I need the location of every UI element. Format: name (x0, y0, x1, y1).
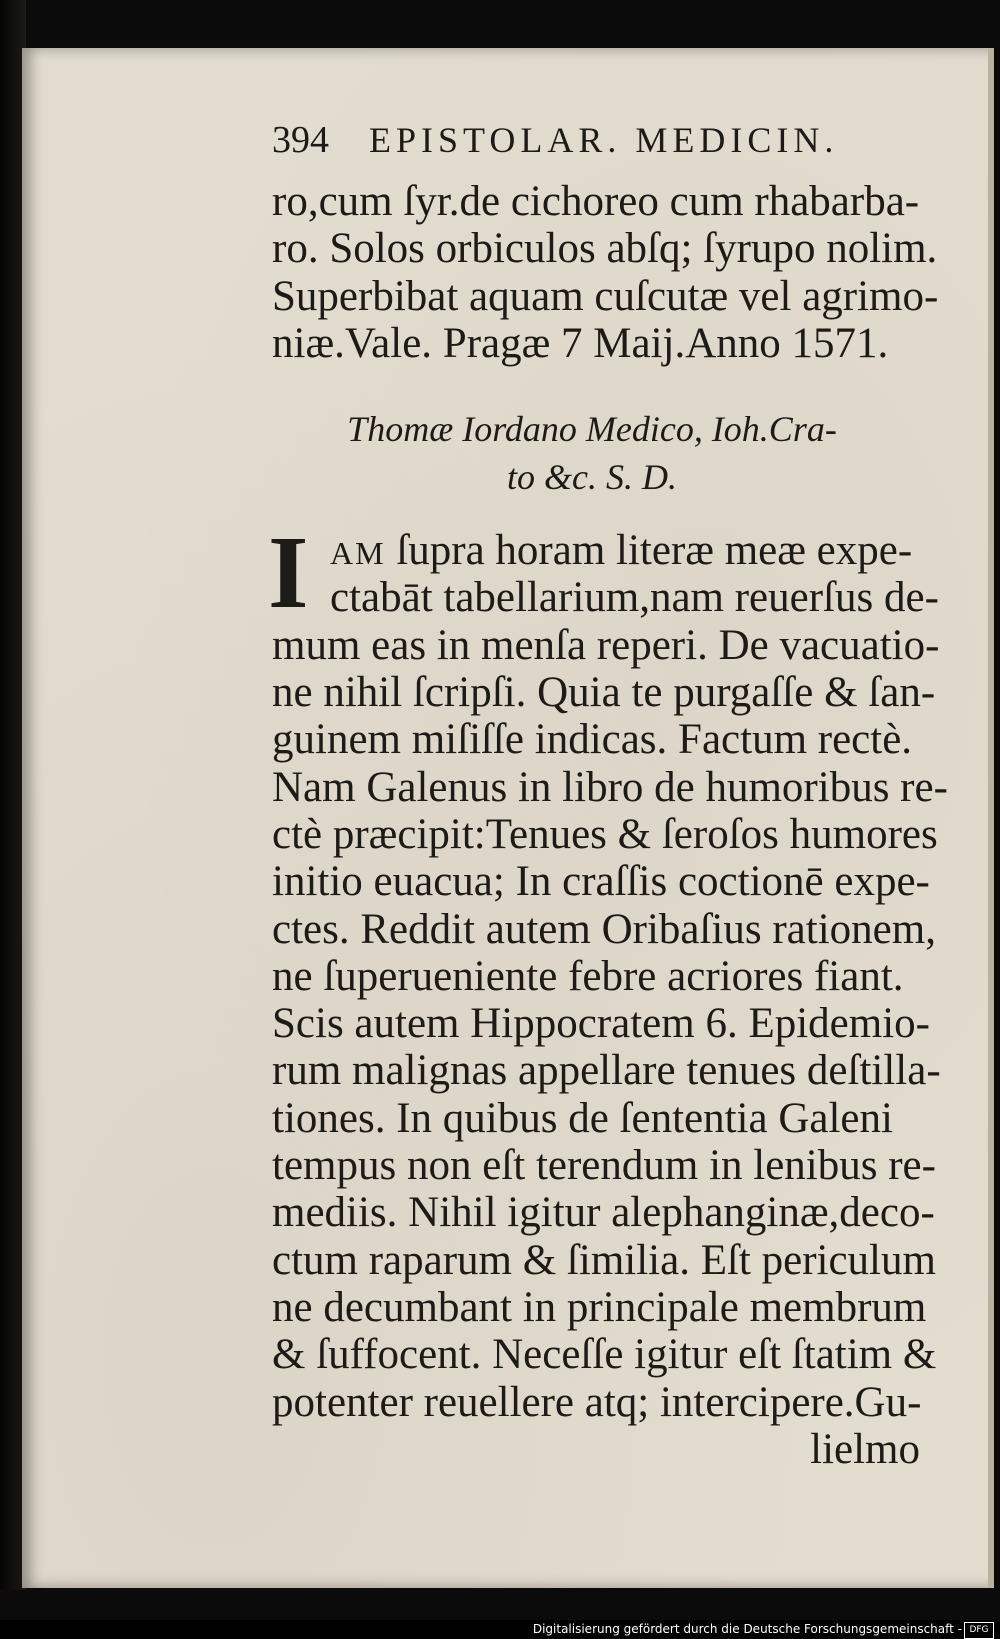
text-line: niæ.Vale. Pragæ 7 Maij.Anno 1571. (272, 319, 889, 367)
letter-address (272, 405, 912, 501)
text-line: rum malignas appellare tenues deſtilla- (272, 1047, 941, 1095)
text-line: mum eas in menſa reperi. De vacuatio- (272, 621, 940, 669)
drop-cap-initial: I (268, 515, 309, 631)
text-line: ro,cum ſyr.de cichoreo cum rhabarba- (272, 178, 920, 225)
text-line: Scis autem Hippocratem 6. Epidemio- (272, 1000, 930, 1048)
text-line: guinem miſiſſe indicas. Factum rectè. (272, 716, 913, 764)
text-line: ne ſuperueniente febre acriores fiant. (272, 952, 904, 1000)
text-line: Superbibat aquam cuſcutæ vel agrimo- (272, 272, 939, 320)
running-title: EPISTOLAR. MEDICIN. (369, 120, 839, 160)
text-line: & ſuffocent. Neceſſe igitur eſt ſtatim & (272, 1331, 937, 1379)
text-line (272, 527, 992, 574)
text-line: tempus non eſt terendum in lenibus re- (272, 1142, 936, 1190)
text-line: ctum raparum & ſimilia. Eſt periculum (272, 1236, 936, 1284)
address-line: Thomæ Iordano Medico, Ioh.Cra- (347, 409, 837, 450)
dfg-logo: DFG (964, 1622, 994, 1639)
page-number: 394 (272, 119, 329, 161)
small-caps-word: AM (330, 535, 386, 572)
book-page (22, 48, 994, 1588)
page-header (272, 118, 992, 178)
text-line: Nam Galenus in libro de humoribus re- (272, 763, 948, 811)
funding-note: Digitalisierung gefördert durch die Deutsche Forschungsgemeinschaft - (532, 1622, 962, 1636)
text-line: ro. Solos orbiculos abſq; ſyrupo nolim. (272, 225, 938, 273)
text-line: initio euacua; In craſſis coctionē expe- (272, 858, 930, 906)
text-line: ne decumbant in principale membrum (272, 1283, 927, 1331)
catchword: lielmo (810, 1425, 920, 1473)
text-line: ne nihil ſcripſi. Quia te purgaſſe & ſan- (272, 669, 936, 717)
text-block (268, 118, 992, 1473)
previous-letter-ending (272, 178, 992, 367)
text-line: ctè præcipit:Tenues & ſeroſos humores (272, 810, 938, 858)
text-line: ctabāt tabellarium,nam reuerſus de- (330, 574, 939, 622)
text-line: ctes. Reddit autem Oribaſius rationem, (272, 905, 936, 953)
text-line: tiones. In quibus de ſententia Galeni (272, 1094, 893, 1142)
letter-body (268, 515, 992, 1473)
text-line: potenter reuellere atq; intercipere.Gu- (272, 1378, 922, 1426)
text-line: mediis. Nihil igitur alephanginæ,deco- (272, 1189, 935, 1237)
address-line: to &c. S. D. (507, 457, 677, 498)
text-fragment: ſupra horam literæ meæ expe- (385, 527, 913, 575)
